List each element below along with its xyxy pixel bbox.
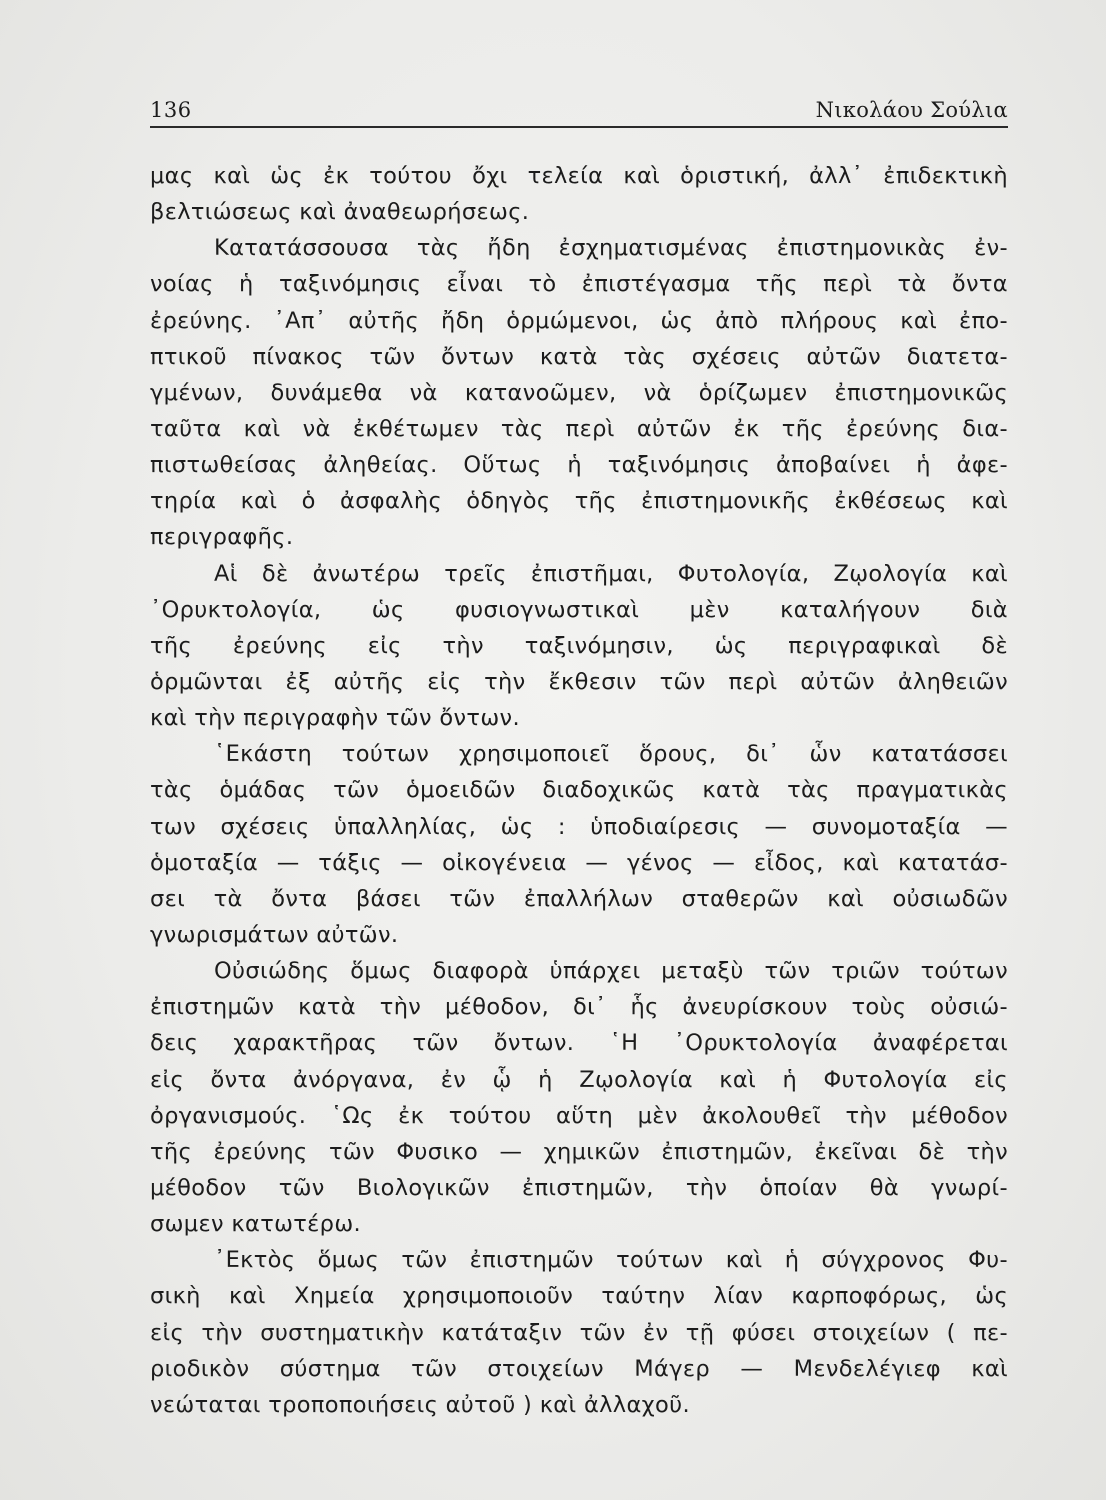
text-line: ᾿Ορυκτολογία, ὡς φυσιογνωστικαὶ μὲν καταλήγουν διὰ: [150, 596, 1008, 623]
text-line: τὰς ὁμάδας τῶν ὁμοειδῶν διαδοχικῶς κατὰ τὰς πραγματικὰς: [150, 777, 1008, 804]
page-header: [150, 96, 1008, 128]
text-line: μας καὶ ὡς ἐκ τούτου ὄχι τελεία καὶ ὁριστική, ἀλλ᾽ ἐπιδεκτικὴ: [150, 163, 1008, 189]
text-line: Οὐσιώδης ὅμως διαφορὰ ὑπάρχει μεταξὺ τῶν τριῶν τούτων: [214, 958, 1008, 985]
text-line: δεις χαρακτῆρας τῶν ὄντων. ῾Η ᾿Ορυκτολογία ἀναφέρεται: [150, 1030, 1008, 1057]
text-line: εἰς τὴν συστηματικὴν κατάταξιν τῶν ἐν τῇ φύσει στοιχείων ( πε-: [150, 1319, 1008, 1346]
text-line: ταῦτα καὶ νὰ ἐκθέτωμεν τὰς περὶ αὐτῶν ἐκ τῆς ἐρεύνης δια-: [150, 415, 1008, 442]
text-line: των σχέσεις ὑπαλληλίας, ὡς : ὑποδιαίρεσις — συνομοταξία —: [150, 813, 1008, 840]
text-line: ἐπιστημῶν κατὰ τὴν μέθοδον, δι᾽ ἧς ἀνευρίσκουν τοὺς οὐσιώ-: [150, 994, 1008, 1021]
running-head-author: Νικολάου Σούλια: [815, 98, 1008, 122]
text-line: καὶ τὴν περιγραφὴν τῶν ὄντων.: [150, 705, 520, 732]
text-line: γνωρισμάτων αὐτῶν.: [150, 921, 399, 948]
text-line: ὁμοταξία — τάξις — οἰκογένεια — γένος — εἶδος, καὶ κατατάσ-: [150, 849, 1008, 876]
text-line: σει τὰ ὄντα βάσει τῶν ἐπαλλήλων σταθερῶν καὶ οὐσιωδῶν: [150, 885, 1008, 912]
text-line: πιστωθείσας ἀληθείας. Οὕτως ἡ ταξινόμησις ἀποβαίνει ἡ ἀφε-: [150, 452, 1008, 479]
text-line: μέθοδον τῶν Βιολογικῶν ἐπιστημῶν, τὴν ὁποίαν θὰ γνωρί-: [150, 1174, 1008, 1201]
text-line: Αἱ δὲ ἀνωτέρω τρεῖς ἐπιστῆμαι, Φυτολογία, Ζῳολογία καὶ: [214, 560, 1008, 587]
text-line: τῆς ἐρεύνης εἰς τὴν ταξινόμησιν, ὡς περιγραφικαὶ δὲ: [150, 632, 1008, 659]
text-line: ὁρμῶνται ἐξ αὐτῆς εἰς τὴν ἔκθεσιν τῶν περὶ αὐτῶν ἀληθειῶν: [150, 668, 1008, 695]
body-text: [150, 158, 1008, 1423]
text-line: πτικοῦ πίνακος τῶν ὄντων κατὰ τὰς σχέσεις αὐτῶν διατετα-: [150, 343, 1008, 370]
text-line: Κατατάσσουσα τὰς ἤδη ἐσχηματισμένας ἐπιστημονικὰς ἐν-: [214, 235, 1008, 262]
text-line: εἰς ὄντα ἀνόργανα, ἐν ᾧ ἡ Ζῳολογία καὶ ἡ Φυτολογία εἰς: [150, 1066, 1008, 1093]
text-line: τηρία καὶ ὁ ἀσφαλὴς ὁδηγὸς τῆς ἐπιστημονικῆς ἐκθέσεως καὶ: [150, 488, 1008, 515]
text-line: τῆς ἐρεύνης τῶν Φυσικο — χημικῶν ἐπιστημῶν, ἐκεῖναι δὲ τὴν: [150, 1138, 1008, 1165]
text-line: νοίας ἡ ταξινόμησις εἶναι τὸ ἐπιστέγασμα τῆς περὶ τὰ ὄντα: [150, 271, 1008, 298]
text-line: βελτιώσεως καὶ ἀναθεωρήσεως.: [150, 199, 530, 226]
text-line: σωμεν κατωτέρω.: [150, 1211, 362, 1238]
text-line: σικὴ καὶ Χημεία χρησιμοποιοῦν ταύτην λίαν καρποφόρως, ὡς: [150, 1283, 1008, 1310]
text-line: ᾿Εκτὸς ὅμως τῶν ἐπιστημῶν τούτων καὶ ἡ σύγχρονος Φυ-: [214, 1247, 1008, 1274]
text-line: ριοδικὸν σύστημα τῶν στοιχείων Μάγερ — Μενδελέγιεφ καὶ: [150, 1355, 1008, 1382]
text-line: γμένων, δυνάμεθα νὰ κατανοῶμεν, νὰ ὁρίζωμεν ἐπιστημονικῶς: [150, 379, 1008, 406]
text-line: νεώταται τροποποιήσεις αὐτοῦ ) καὶ ἀλλαχοῦ.: [150, 1391, 690, 1418]
text-line: περιγραφῆς.: [150, 524, 294, 551]
text-line: ἐρεύνης. ᾿Απ᾽ αὐτῆς ἤδη ὁρμώμενοι, ὡς ἀπὸ πλήρους καὶ ἐπο-: [150, 307, 1008, 334]
text-line: ῾Εκάστη τούτων χρησιμοποιεῖ ὅρους, δι᾽ ὧν κατατάσσει: [214, 741, 1008, 768]
text-line: ὀργανισμούς. ῾Ως ἐκ τούτου αὕτη μὲν ἀκολουθεῖ τὴν μέθοδον: [150, 1102, 1008, 1129]
page-number: 136: [150, 98, 192, 122]
